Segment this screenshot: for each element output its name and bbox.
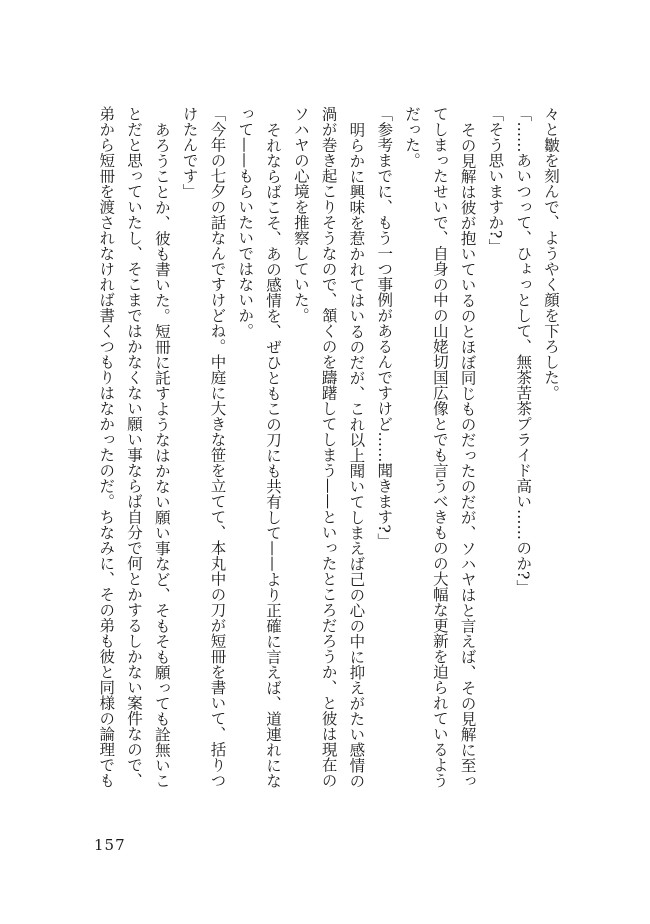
paragraph-dialogue: 「そう思いますか?」	[486, 106, 505, 254]
paragraph-dialogue: 「……あいつって、ひょっとして、無茶苦茶プライド高い……のか?」	[514, 106, 533, 595]
paragraph-narrative: その見解は彼が抱いているのとほぼ同じものだったのだが、ソハヤはと言えば、その見解に至ってしまったせいで、自身の中の山姥切国広像とでも言うべきものの大幅な更新を迫られているようだった。	[403, 106, 477, 788]
paragraph-dialogue: 「今年の七夕の話なんですけどね。中庭に大きな笹を立てて、本丸中の刀が短冊を書いて、括りつけたんです」	[180, 106, 227, 788]
paragraph-continuation: 々と皺を刻んで、ようやく顔を下ろした。	[542, 106, 560, 401]
body-text	[91, 106, 564, 796]
paragraph-narrative: あろうことか、彼も書いた。短冊に託すようなはかない願い事など、そもそも願っても詮無いことだと思っていたし、そこまではかなくない願い事ならば自分で何とかするしかない案件なので、弟から短冊を渡されなければ書くつもりはなかったのだ。ちなみに、その弟も彼と同様の論理でも	[97, 106, 171, 788]
paragraph-dialogue: 「参考までに、もう一つ事例があるんですけど……聞きます?」	[375, 106, 394, 549]
page-number: 157	[94, 836, 126, 854]
paragraph-narrative: それならばこそ、あの感情を、ぜひともこの刀にも共有して——より正確に言えば、道連れになって——もらいたいではないか。	[236, 106, 283, 788]
paragraph-narrative: 明らかに興味を惹かれてはいるのだが、これ以上聞いてしまえば己の心の中に抑えがたい感情の渦が巻き起こりそうなので、頷くのを躊躇してしまう——といったところだろうか、と彼は現在のソハヤの心境を推察していた。	[291, 106, 366, 788]
